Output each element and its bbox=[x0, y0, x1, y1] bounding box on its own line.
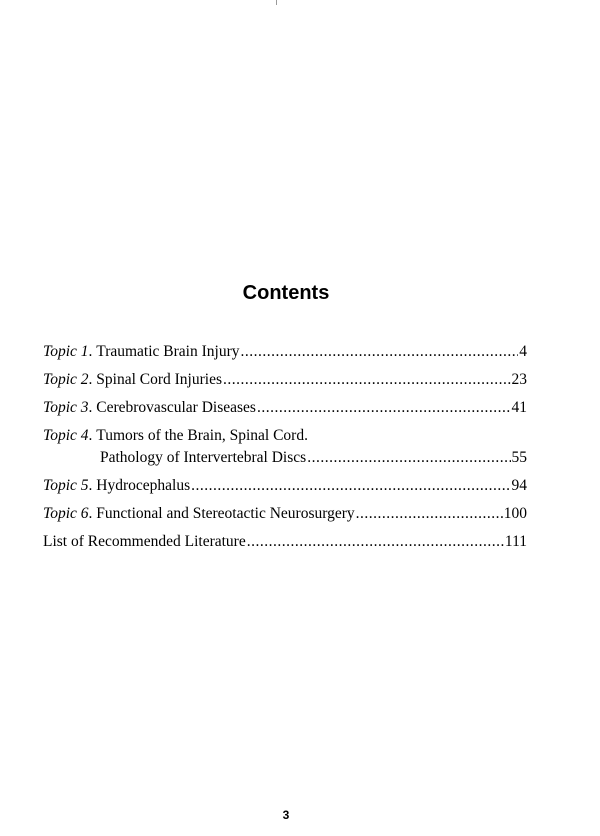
topic-label: Topic 3. bbox=[43, 399, 97, 416]
toc-page-number: 41 bbox=[511, 399, 527, 416]
table-of-contents bbox=[43, 341, 527, 553]
toc-entry-literature[interactable] bbox=[43, 531, 527, 553]
dot-leader bbox=[223, 369, 511, 391]
toc-page-number: 111 bbox=[504, 533, 527, 550]
top-crop-mark bbox=[276, 0, 277, 5]
dot-leader bbox=[257, 397, 511, 419]
toc-entry-title-line2: Pathology of Intervertebral Discs bbox=[100, 449, 307, 466]
toc-entry-title: Cerebrovascular Diseases bbox=[96, 399, 256, 416]
toc-page-number: 100 bbox=[503, 505, 527, 522]
toc-page-number: 94 bbox=[511, 477, 527, 494]
topic-label: Topic 6. bbox=[43, 505, 97, 522]
toc-entry-topic-2[interactable] bbox=[43, 369, 527, 391]
dot-leader bbox=[240, 341, 518, 363]
toc-entry-title-line1: Tumors of the Brain, Spinal Cord. bbox=[96, 427, 308, 444]
toc-entry-title: Spinal Cord Injuries bbox=[96, 371, 222, 388]
toc-entry-title: Traumatic Brain Injury bbox=[96, 343, 240, 360]
toc-entry-title: Hydrocephalus bbox=[96, 477, 191, 494]
toc-entry-topic-4[interactable] bbox=[43, 425, 527, 469]
toc-entry-topic-1[interactable] bbox=[43, 341, 527, 363]
toc-entry-topic-3[interactable] bbox=[43, 397, 527, 419]
toc-page-number: 55 bbox=[511, 449, 527, 466]
dot-leader bbox=[191, 475, 510, 497]
topic-label: Topic 4. bbox=[43, 427, 97, 444]
page-number: 3 bbox=[282, 808, 290, 822]
toc-entry-title: List of Recommended Literature bbox=[43, 533, 246, 550]
dot-leader bbox=[247, 531, 504, 553]
toc-page-number: 23 bbox=[511, 371, 527, 388]
toc-page-number: 4 bbox=[519, 343, 527, 360]
topic-label: Topic 5. bbox=[43, 477, 97, 494]
page-title: Contents bbox=[242, 282, 330, 305]
dot-leader bbox=[307, 447, 510, 469]
topic-label: Topic 1. bbox=[43, 343, 97, 360]
toc-entry-topic-6[interactable] bbox=[43, 503, 527, 525]
toc-entry-title: Functional and Stereotactic Neurosurgery bbox=[96, 505, 355, 522]
topic-label: Topic 2. bbox=[43, 371, 97, 388]
dot-leader bbox=[356, 503, 503, 525]
toc-entry-topic-5[interactable] bbox=[43, 475, 527, 497]
